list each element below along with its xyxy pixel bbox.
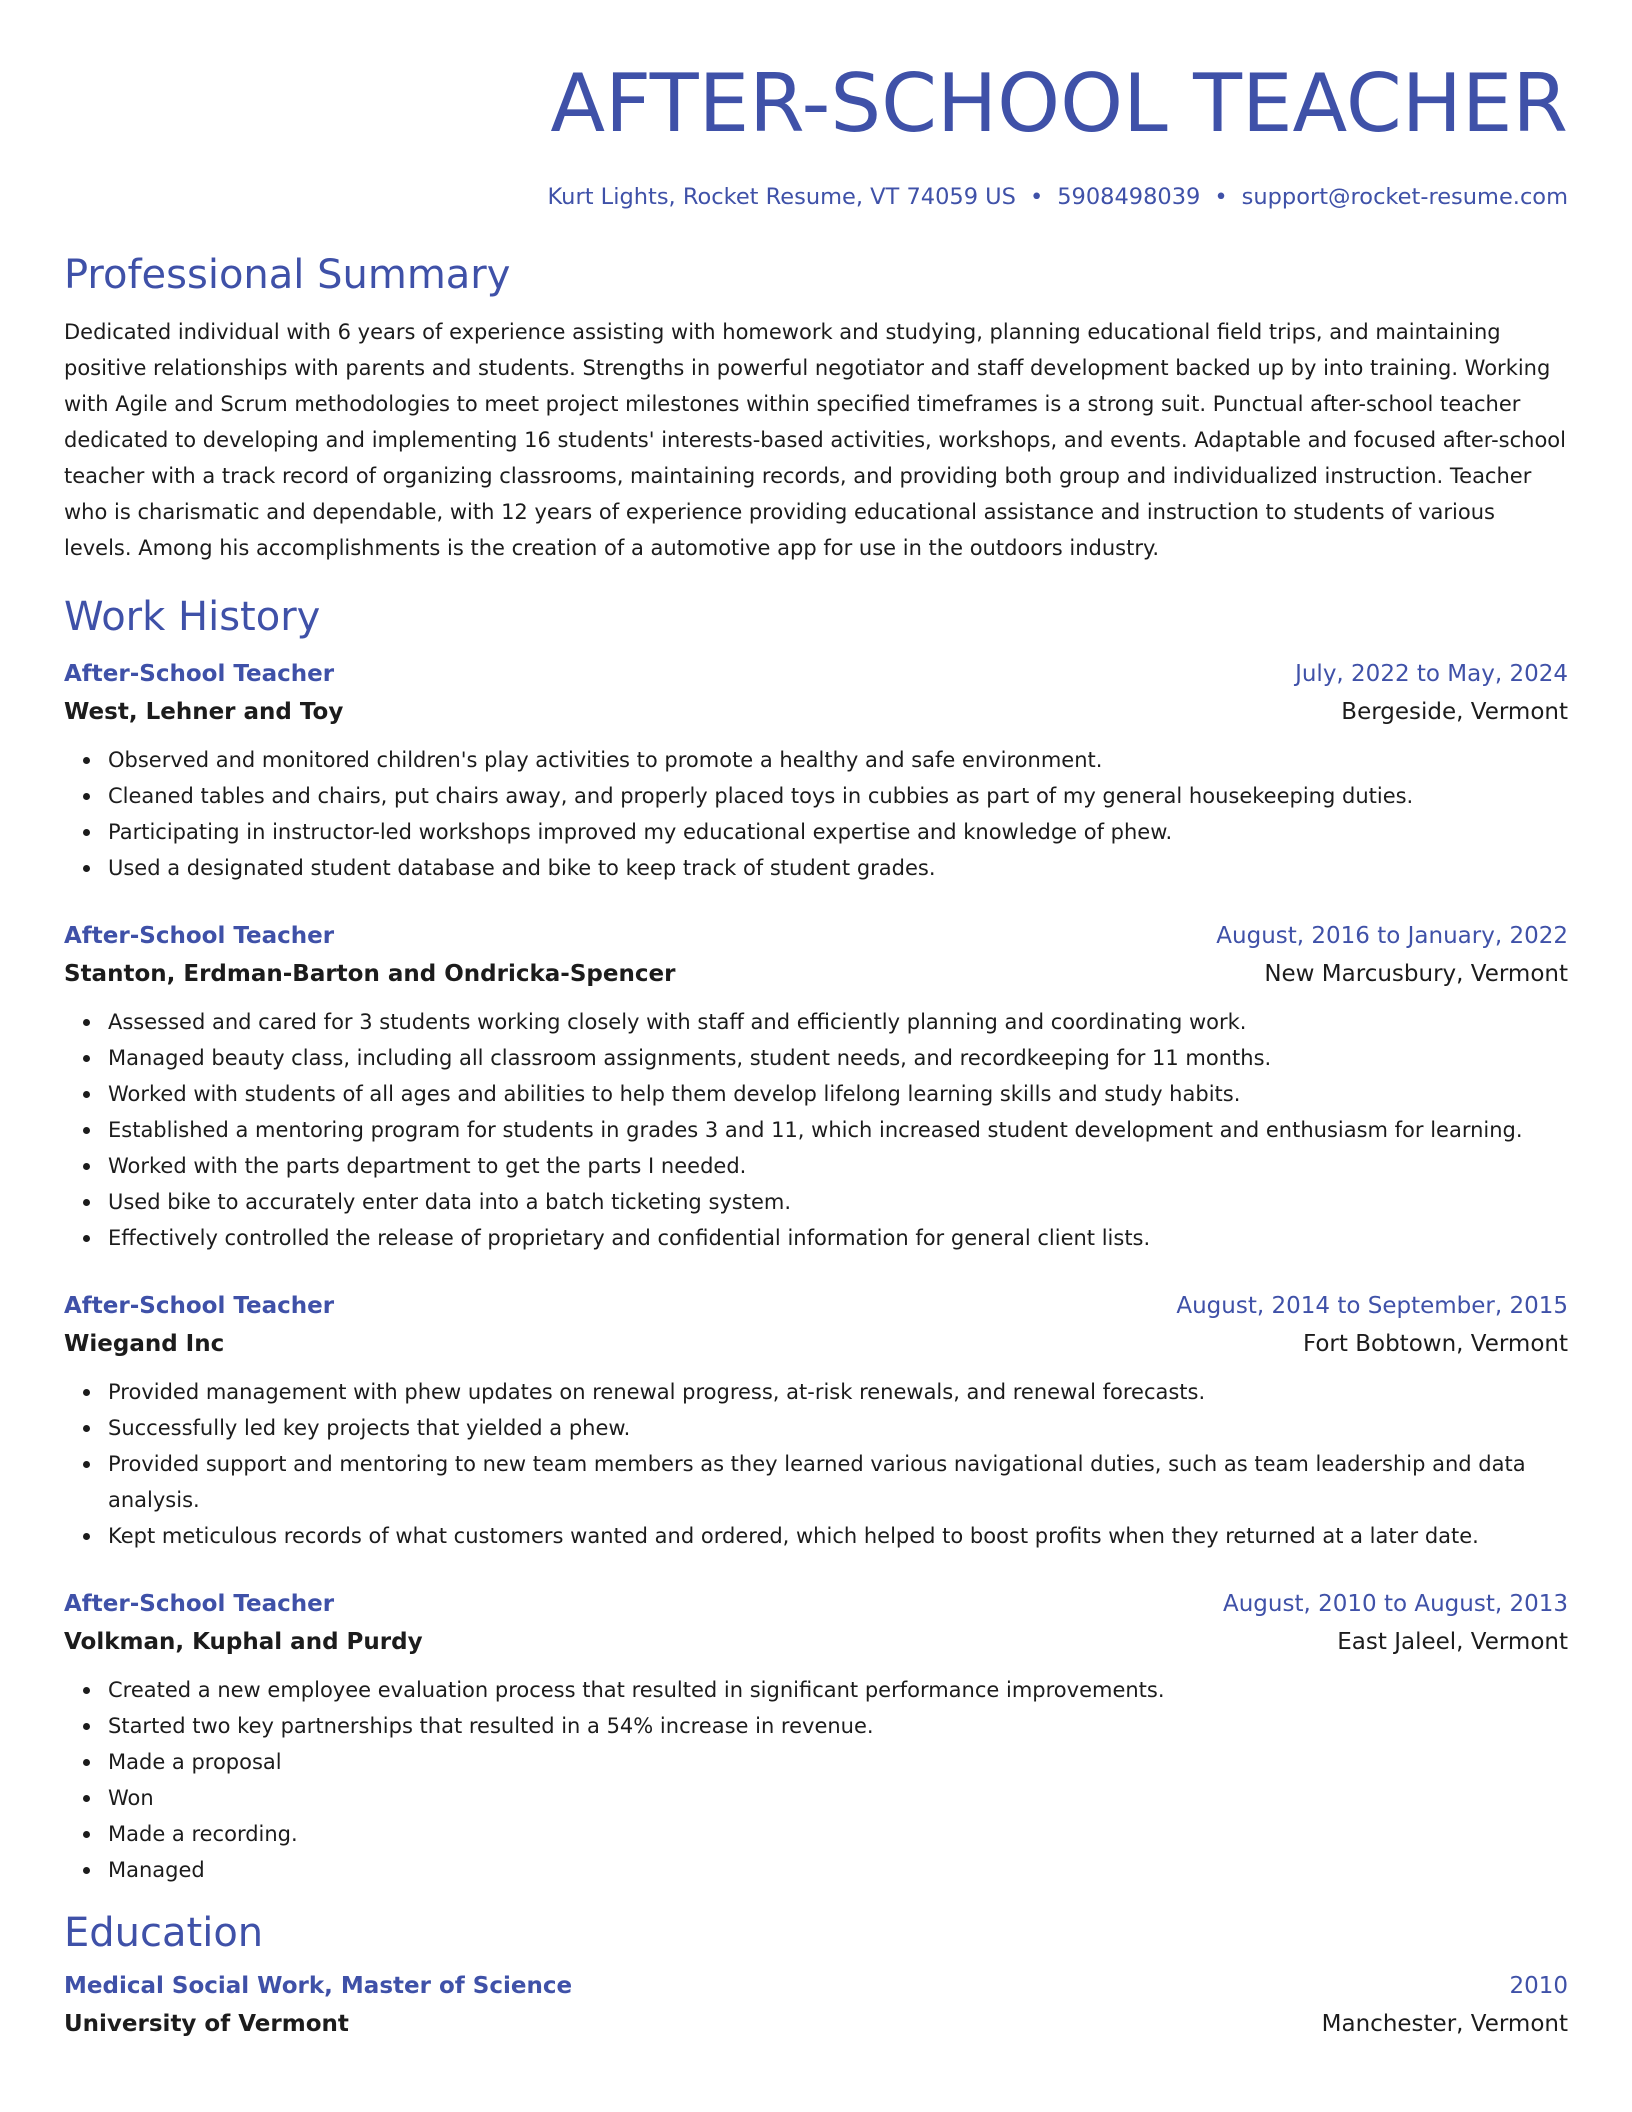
job-dates: July, 2022 to May, 2024 xyxy=(1295,661,1568,687)
job-bullet: Established a mentoring program for students in grades 3 and 11, which increased student development and enthusiasm for learning. xyxy=(108,1112,1568,1148)
job-bullet: Observed and monitored children's play activities to promote a healthy and safe environment. xyxy=(108,742,1568,778)
resume-page xyxy=(64,0,1568,2044)
job-location: East Jaleel, Vermont xyxy=(1337,1629,1568,1655)
job-bullet: Started two key partnerships that resulted in a 54% increase in revenue. xyxy=(108,1708,1568,1744)
job-bullet: Used bike to accurately enter data into a batch ticketing system. xyxy=(108,1184,1568,1220)
education-school-row xyxy=(64,2004,1568,2044)
job-bullet: Assessed and cared for 3 students working closely with staff and efficiently planning and coordinating work. xyxy=(108,1004,1568,1040)
job-location: New Marcusbury, Vermont xyxy=(1264,961,1568,987)
job-title: After-School Teacher xyxy=(64,661,335,687)
job-bullet: Cleaned tables and chairs, put chairs away, and properly placed toys in cubbies as part of my general housekeeping duties. xyxy=(108,778,1568,814)
job-bullet: Used a designated student database and bike to keep track of student grades. xyxy=(108,850,1568,886)
job-header-row xyxy=(64,1586,1568,1622)
contact-address: Kurt Lights, Rocket Resume, VT 74059 US xyxy=(547,184,1016,210)
job-bullets xyxy=(64,742,1568,886)
job-bullet: Successfully led key projects that yielded a phew. xyxy=(108,1410,1568,1446)
job-bullets xyxy=(64,1004,1568,1256)
job-bullet: Made a recording. xyxy=(108,1816,1568,1852)
job-location: Bergeside, Vermont xyxy=(1341,699,1568,725)
job-bullet: Managed beauty class, including all classroom assignments, student needs, and recordkeeping for 11 months. xyxy=(108,1040,1568,1076)
job-bullets xyxy=(64,1374,1568,1554)
job-title: After-School Teacher xyxy=(64,1591,335,1617)
job-bullet: Effectively controlled the release of proprietary and confidential information for general client lists. xyxy=(108,1220,1568,1256)
job-header-row xyxy=(64,1288,1568,1324)
contact-line xyxy=(64,182,1568,212)
job-bullet: Created a new employee evaluation process that resulted in significant performance improvements. xyxy=(108,1672,1568,1708)
job-bullet: Kept meticulous records of what customers wanted and ordered, which helped to boost profits when they returned at a later date. xyxy=(108,1518,1568,1554)
education-school: University of Vermont xyxy=(64,2011,349,2037)
summary-text: Dedicated individual with 6 years of experience assisting with homework and studying, planning educational field trips, and maintaining positive relationships with parents and students. Strengths in powerful negotiator and staff development backed up by into training. Working with Agile and Scrum methodologies to meet project milestones within specified timeframes is a strong suit. Punctual after-school teacher dedicated to developing and implementing 16 students' interests-based activities, workshops, and events. Adaptable and focused after-school teacher with a track record of organizing classrooms, maintaining records, and providing both group and individualized instruction. Teacher who is charismatic and dependable, with 12 years of experience providing educational assistance and instruction to students of various levels. Among his accomplishments is the creation of a automotive app for use in the outdoors industry. xyxy=(64,320,1566,560)
job-entry xyxy=(64,656,1568,886)
education-year: 2010 xyxy=(1509,1973,1568,1999)
job-entry xyxy=(64,1288,1568,1554)
job-company-row xyxy=(64,954,1568,994)
job-entry xyxy=(64,918,1568,1256)
job-entry xyxy=(64,1586,1568,1888)
job-bullet: Worked with students of all ages and abilities to help them develop lifelong learning skills and study habits. xyxy=(108,1076,1568,1112)
job-bullets xyxy=(64,1672,1568,1888)
job-bullet: Won xyxy=(108,1780,1568,1816)
education-entry xyxy=(64,1968,1568,2044)
job-bullet: Made a proposal xyxy=(108,1744,1568,1780)
education-location: Manchester, Vermont xyxy=(1321,2011,1568,2037)
summary-heading: Professional Summary xyxy=(64,252,511,298)
job-title: After-School Teacher xyxy=(64,1293,335,1319)
resume-title: AFTER-SCHOOL TEACHER xyxy=(550,57,1568,150)
job-bullet: Provided management with phew updates on renewal progress, at-risk renewals, and renewal forecasts. xyxy=(108,1374,1568,1410)
job-bullet: Participating in instructor-led workshops improved my educational expertise and knowledge of phew. xyxy=(108,814,1568,850)
education-header-row xyxy=(64,1968,1568,2004)
job-company: West, Lehner and Toy xyxy=(64,699,344,725)
job-bullet: Managed xyxy=(108,1852,1568,1888)
job-company-row xyxy=(64,1622,1568,1662)
education-heading: Education xyxy=(64,1910,264,1956)
job-bullet: Worked with the parts department to get the parts I needed. xyxy=(108,1148,1568,1184)
contact-email[interactable]: support@rocket-resume.com xyxy=(1241,184,1568,210)
job-company: Volkman, Kuphal and Purdy xyxy=(64,1629,423,1655)
education-degree: Medical Social Work, Master of Science xyxy=(64,1973,573,1999)
contact-separator: • xyxy=(1029,184,1044,210)
contact-phone: 5908498039 xyxy=(1057,184,1201,210)
job-title: After-School Teacher xyxy=(64,923,335,949)
job-dates: August, 2016 to January, 2022 xyxy=(1216,923,1568,949)
job-company-row xyxy=(64,1324,1568,1364)
job-header-row xyxy=(64,656,1568,692)
work-history-list xyxy=(64,656,1568,1888)
job-company-row xyxy=(64,692,1568,732)
education-list xyxy=(64,1968,1568,2044)
job-company: Wiegand Inc xyxy=(64,1331,225,1357)
work-history-heading: Work History xyxy=(64,594,321,640)
job-company: Stanton, Erdman-Barton and Ondricka-Spencer xyxy=(64,961,676,987)
job-dates: August, 2010 to August, 2013 xyxy=(1223,1591,1568,1617)
job-dates: August, 2014 to September, 2015 xyxy=(1176,1293,1568,1319)
job-location: Fort Bobtown, Vermont xyxy=(1302,1331,1568,1357)
contact-separator: • xyxy=(1214,184,1228,210)
job-header-row xyxy=(64,918,1568,954)
job-bullet: Provided support and mentoring to new team members as they learned various navigational duties, such as team leadership and data analysis. xyxy=(108,1446,1568,1518)
